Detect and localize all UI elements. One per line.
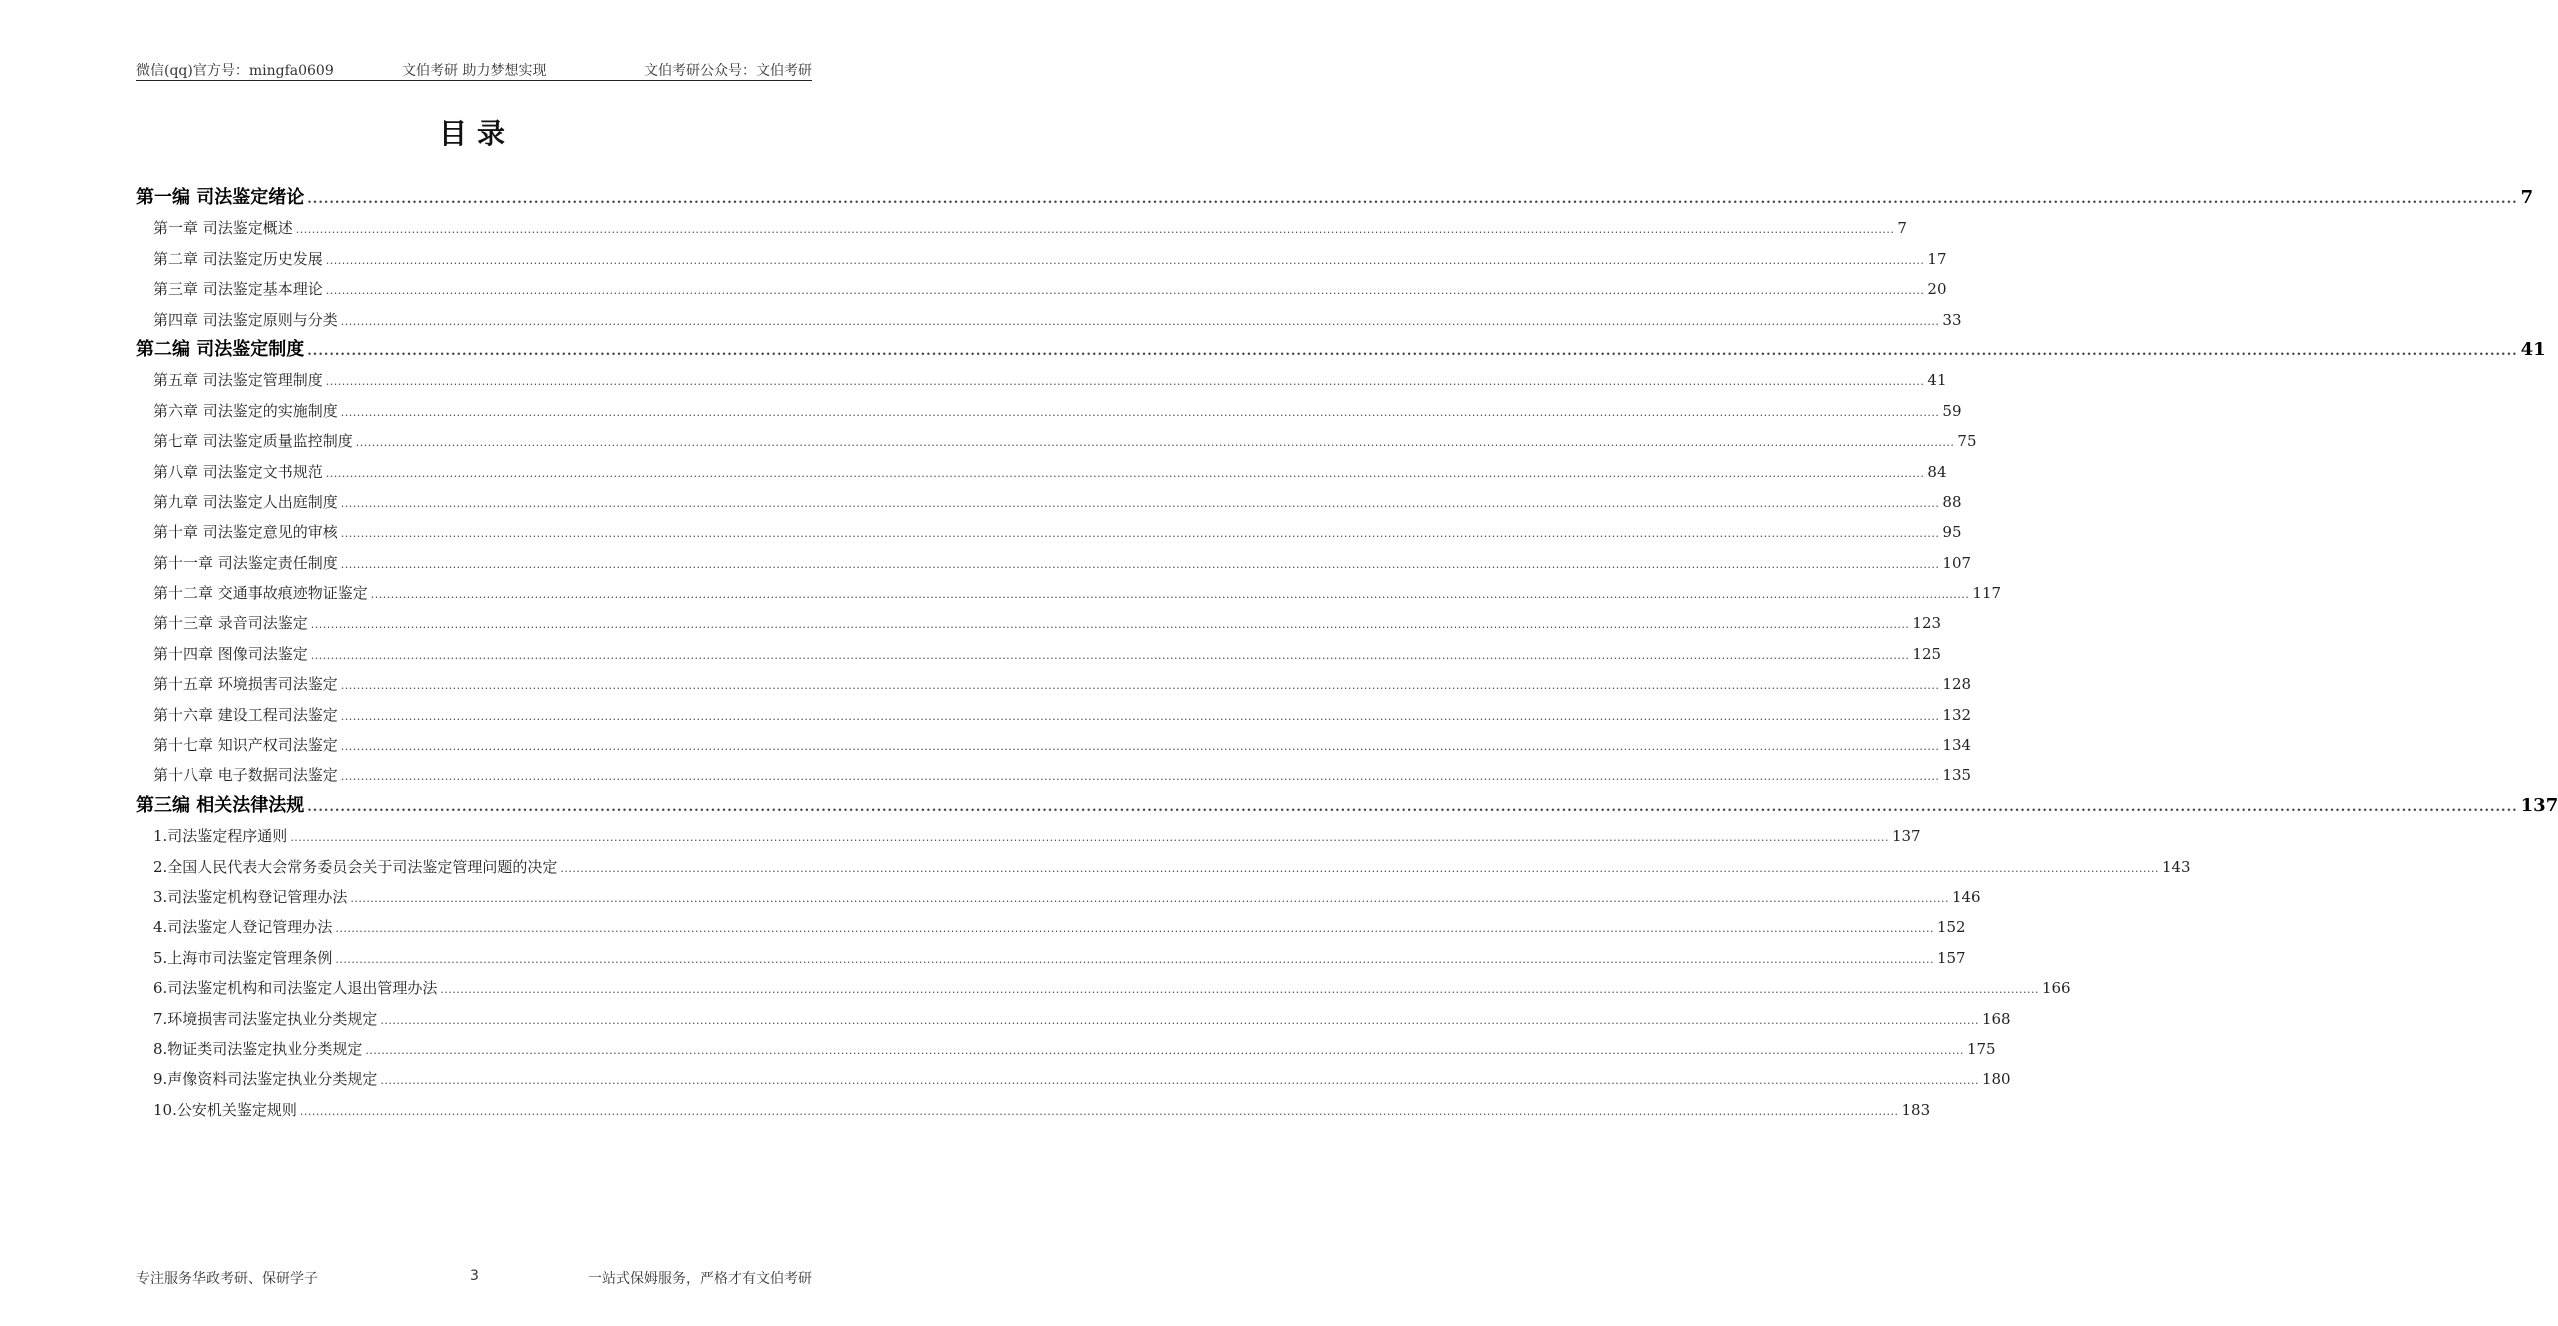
toc-entry-page: 175 <box>1966 1039 1996 1058</box>
header-slogan: 文伯考研 助力梦想实现 <box>402 63 547 79</box>
toc-entry-label: 第九章 司法鉴定人出庭制度 <box>153 492 338 511</box>
toc-leader-dots: ................................................................................................................................................................................................................................................................................................................................................................................................................ <box>340 557 1940 571</box>
toc-leader-dots: ................................................................................................................................................................................................................................................................................................................................................................................................................ <box>307 192 2518 207</box>
toc-leader-dots: ................................................................................................................................................................................................................................................................................................................................................................................................................ <box>335 952 1934 966</box>
toc-entry-label: 第二章 司法鉴定历史发展 <box>153 249 323 268</box>
toc-chapter-entry[interactable] <box>136 730 1972 760</box>
toc-chapter-entry[interactable] <box>136 852 2191 882</box>
toc-entry-page: 75 <box>1957 432 1977 451</box>
toc-entry-label: 5.上海市司法鉴定管理条例 <box>153 948 333 967</box>
toc-entry-page: 123 <box>1912 614 1942 633</box>
toc-chapter-entry[interactable] <box>136 1064 2011 1094</box>
toc-entry-label: 第十七章 知识产权司法鉴定 <box>153 736 338 755</box>
toc-entry-page: 134 <box>1942 736 1972 755</box>
toc-entry-page: 7 <box>1897 219 1907 238</box>
toc-entry-label: 第十五章 环境损害司法鉴定 <box>153 675 338 694</box>
toc-leader-dots: ................................................................................................................................................................................................................................................................................................................................................................................................................ <box>299 1104 1899 1118</box>
toc-entry-label: 10.公安机关鉴定规则 <box>153 1100 297 1119</box>
toc-chapter-entry[interactable] <box>136 1034 1996 1064</box>
toc-entry-page: 135 <box>1942 766 1972 785</box>
page-number: 3 <box>470 1268 479 1284</box>
toc-entry-page: 137 <box>2520 794 2558 816</box>
toc-entry-page: 33 <box>1942 310 1962 329</box>
toc-chapter-entry[interactable] <box>136 213 1907 243</box>
toc-entry-page: 128 <box>1942 675 1972 694</box>
toc-leader-dots: ................................................................................................................................................................................................................................................................................................................................................................................................................ <box>340 740 1940 754</box>
toc-entry-label: 第十八章 电子数据司法鉴定 <box>153 766 338 785</box>
toc-leader-dots: ................................................................................................................................................................................................................................................................................................................................................................................................................ <box>355 436 1955 450</box>
footer-tagline: 专注服务华政考研、保研学子 <box>136 1271 318 1287</box>
toc-entry-label: 第十六章 建设工程司法鉴定 <box>153 705 338 724</box>
toc-leader-dots: ................................................................................................................................................................................................................................................................................................................................................................................................................ <box>325 284 1925 298</box>
toc-leader-dots: ................................................................................................................................................................................................................................................................................................................................................................................................................ <box>325 466 1925 480</box>
toc-chapter-entry[interactable] <box>136 608 1942 638</box>
toc-leader-dots: ................................................................................................................................................................................................................................................................................................................................................................................................................ <box>440 983 2039 997</box>
toc-leader-dots: ................................................................................................................................................................................................................................................................................................................................................................................................................ <box>310 648 1910 662</box>
toc-entry-page: 146 <box>1951 887 1981 906</box>
toc-leader-dots: ................................................................................................................................................................................................................................................................................................................................................................................................................ <box>340 527 1940 541</box>
toc-chapter-entry[interactable] <box>136 943 1966 973</box>
toc-entry-label: 第十章 司法鉴定意见的审核 <box>153 523 338 542</box>
toc-entry-label: 第十四章 图像司法鉴定 <box>153 644 308 663</box>
toc-leader-dots: ................................................................................................................................................................................................................................................................................................................................................................................................................ <box>335 922 1934 936</box>
toc-entry-page: 95 <box>1942 523 1962 542</box>
toc-part-entry[interactable] <box>136 791 2558 821</box>
toc-leader-dots: ................................................................................................................................................................................................................................................................................................................................................................................................................ <box>340 770 1940 784</box>
toc-entry-page: 20 <box>1927 280 1947 299</box>
toc-entry-label: 第八章 司法鉴定文书规范 <box>153 462 323 481</box>
toc-entry-page: 107 <box>1942 553 1972 572</box>
toc-entry-page: 17 <box>1927 249 1947 268</box>
toc-entry-page: 137 <box>1891 827 1921 846</box>
toc-entry-label: 6.司法鉴定机构和司法鉴定人退出管理办法 <box>153 979 438 998</box>
toc-entry-label: 4.司法鉴定人登记管理办法 <box>153 918 333 937</box>
footer-slogan: 一站式保姆服务，严格才有文伯考研 <box>588 1271 812 1287</box>
toc-entry-label: 2.全国人民代表大会常务委员会关于司法鉴定管理问题的决定 <box>153 857 558 876</box>
toc-entry-page: 59 <box>1942 401 1962 420</box>
toc-chapter-entry[interactable] <box>136 305 1962 335</box>
toc-leader-dots: ................................................................................................................................................................................................................................................................................................................................................................................................................ <box>325 253 1925 267</box>
toc-chapter-entry[interactable] <box>136 426 1977 456</box>
toc-entry-label: 第五章 司法鉴定管理制度 <box>153 371 323 390</box>
toc-leader-dots: ................................................................................................................................................................................................................................................................................................................................................................................................................ <box>340 679 1940 693</box>
page-header <box>136 58 812 81</box>
toc-leader-dots: ................................................................................................................................................................................................................................................................................................................................................................................................................ <box>307 799 2518 815</box>
toc-entry-label: 9.声像资料司法鉴定执业分类规定 <box>153 1070 378 1089</box>
toc-entry-label: 3.司法鉴定机构登记管理办法 <box>153 887 348 906</box>
toc-part-entry[interactable] <box>136 335 2546 365</box>
toc-chapter-entry[interactable] <box>136 700 1972 730</box>
toc-entry-page: 84 <box>1927 462 1947 481</box>
toc-entry-page: 168 <box>1981 1009 2011 1028</box>
toc-part-entry[interactable] <box>136 183 2534 213</box>
toc-entry-label: 第二编 司法鉴定制度 <box>136 338 305 360</box>
toc-leader-dots: ................................................................................................................................................................................................................................................................................................................................................................................................................ <box>340 405 1940 419</box>
toc-entry-label: 第十三章 录音司法鉴定 <box>153 614 308 633</box>
toc-leader-dots: ................................................................................................................................................................................................................................................................................................................................................................................................................ <box>380 1013 1979 1027</box>
toc-leader-dots: ................................................................................................................................................................................................................................................................................................................................................................................................................ <box>340 314 1940 328</box>
toc-leader-dots: ................................................................................................................................................................................................................................................................................................................................................................................................................ <box>340 496 1940 510</box>
toc-leader-dots: ................................................................................................................................................................................................................................................................................................................................................................................................................ <box>340 709 1940 723</box>
header-public-account: 文伯考研公众号：文伯考研 <box>644 63 812 79</box>
toc-entry-page: 117 <box>1972 584 2002 603</box>
toc-entry-page: 166 <box>2041 979 2071 998</box>
toc-entry-label: 第十一章 司法鉴定责任制度 <box>153 553 338 572</box>
toc-chapter-entry[interactable] <box>136 396 1962 426</box>
toc-chapter-entry[interactable] <box>136 487 1962 517</box>
toc-leader-dots: ................................................................................................................................................................................................................................................................................................................................................................................................................ <box>290 831 1889 845</box>
toc-entry-page: 41 <box>2520 338 2546 360</box>
toc-chapter-entry[interactable] <box>136 1004 2011 1034</box>
page-footer <box>136 1268 812 1288</box>
toc-entry-label: 1.司法鉴定程序通则 <box>153 827 288 846</box>
toc-chapter-entry[interactable] <box>136 821 1921 851</box>
toc-entry-page: 180 <box>1981 1070 2011 1089</box>
toc-leader-dots: ................................................................................................................................................................................................................................................................................................................................................................................................................ <box>560 861 2159 875</box>
toc-entry-page: 88 <box>1942 492 1962 511</box>
toc-chapter-entry[interactable] <box>136 760 1972 790</box>
toc-entry-page: 143 <box>2161 857 2191 876</box>
toc-chapter-entry[interactable] <box>136 274 1947 304</box>
toc-chapter-entry[interactable] <box>136 578 2002 608</box>
toc-entry-page: 157 <box>1936 948 1966 967</box>
toc-chapter-entry[interactable] <box>136 639 1942 669</box>
toc-entry-page: 152 <box>1936 918 1966 937</box>
toc-entry-label: 第一章 司法鉴定概述 <box>153 219 293 238</box>
table-of-contents <box>136 183 2558 1125</box>
toc-leader-dots: ................................................................................................................................................................................................................................................................................................................................................................................................................ <box>380 1074 1979 1088</box>
toc-entry-label: 第四章 司法鉴定原则与分类 <box>153 310 338 329</box>
toc-leader-dots: ................................................................................................................................................................................................................................................................................................................................................................................................................ <box>350 891 1949 905</box>
toc-entry-page: 7 <box>2520 187 2534 208</box>
page-title: 目录 <box>438 117 515 150</box>
toc-chapter-entry[interactable] <box>136 517 1962 547</box>
toc-chapter-entry[interactable] <box>136 669 1972 699</box>
toc-entry-page: 183 <box>1901 1100 1931 1119</box>
toc-entry-label: 8.物证类司法鉴定执业分类规定 <box>153 1039 363 1058</box>
toc-chapter-entry[interactable] <box>136 244 1947 274</box>
toc-chapter-entry[interactable] <box>136 457 1947 487</box>
toc-leader-dots: ................................................................................................................................................................................................................................................................................................................................................................................................................ <box>370 588 1970 602</box>
toc-chapter-entry[interactable] <box>136 882 1981 912</box>
toc-chapter-entry[interactable] <box>136 1095 1931 1125</box>
toc-entry-label: 第七章 司法鉴定质量监控制度 <box>153 432 353 451</box>
toc-entry-page: 132 <box>1942 705 1972 724</box>
toc-chapter-entry[interactable] <box>136 548 1972 578</box>
toc-entry-page: 41 <box>1927 371 1947 390</box>
toc-entry-label: 第三编 相关法律法规 <box>136 794 305 816</box>
toc-chapter-entry[interactable] <box>136 912 1966 942</box>
toc-chapter-entry[interactable] <box>136 973 2071 1003</box>
toc-entry-page: 125 <box>1912 644 1942 663</box>
toc-leader-dots: ................................................................................................................................................................................................................................................................................................................................................................................................................ <box>307 343 2518 359</box>
toc-leader-dots: ................................................................................................................................................................................................................................................................................................................................................................................................................ <box>325 375 1925 389</box>
header-wechat-id: 微信(qq)官方号：mingfa0609 <box>136 63 334 79</box>
toc-leader-dots: ................................................................................................................................................................................................................................................................................................................................................................................................................ <box>295 223 1895 237</box>
toc-entry-label: 第六章 司法鉴定的实施制度 <box>153 401 338 420</box>
toc-entry-label: 第一编 司法鉴定绪论 <box>136 187 305 208</box>
toc-leader-dots: ................................................................................................................................................................................................................................................................................................................................................................................................................ <box>365 1043 1964 1057</box>
toc-entry-label: 第十二章 交通事故痕迹物证鉴定 <box>153 584 368 603</box>
toc-chapter-entry[interactable] <box>136 365 1947 395</box>
toc-entry-label: 7.环境损害司法鉴定执业分类规定 <box>153 1009 378 1028</box>
toc-entry-label: 第三章 司法鉴定基本理论 <box>153 280 323 299</box>
toc-leader-dots: ................................................................................................................................................................................................................................................................................................................................................................................................................ <box>310 618 1910 632</box>
